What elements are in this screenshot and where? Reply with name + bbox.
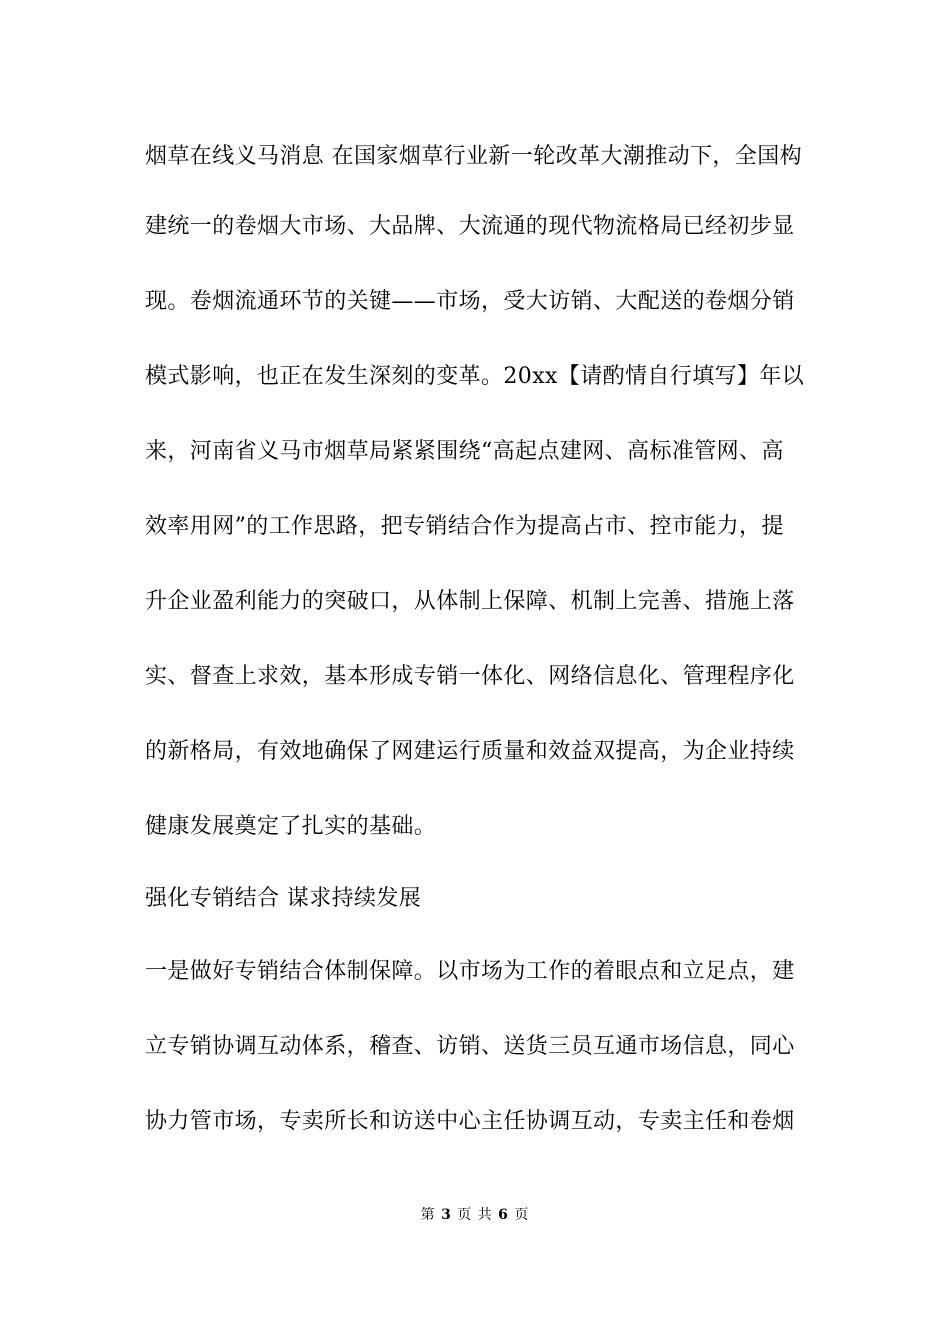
footer-total-pages: 6 — [498, 1207, 509, 1223]
footer-middle: 页 共 — [457, 1207, 493, 1223]
footer-current-page: 3 — [441, 1207, 452, 1223]
body-line-3: 现。卷烟流通环节的关键——市场，受大访销、大配送的卷烟分销 — [145, 289, 795, 314]
body-line-2: 建统一的卷烟大市场、大品牌、大流通的现代物流格局已经初步显 — [145, 214, 795, 239]
body-line-9: 的新格局，有效地确保了网建运行质量和效益双提高，为企业持续 — [145, 739, 795, 764]
body-line-6: 效率用网”的工作思路，把专销结合作为提高占市、控市能力，提 — [145, 514, 784, 539]
body-line-8: 实、督查上求效，基本形成专销一体化、网络信息化、管理程序化 — [145, 664, 795, 689]
section-heading: 强化专销结合 谋求持续发展 — [145, 886, 422, 911]
body-line-4: 模式影响，也正在发生深刻的变革。20xx【请酌情自行填写】年以 — [145, 364, 805, 389]
body-line-7: 升企业盈利能力的突破口，从体制上保障、机制上完善、措施上落 — [145, 589, 795, 614]
footer-suffix: 页 — [514, 1207, 530, 1223]
page-footer — [0, 1205, 950, 1225]
body-line-1: 烟草在线义马消息 在国家烟草行业新一轮改革大潮推动下，全国构 — [145, 144, 802, 169]
body-line-5: 来，河南省义马市烟草局紧紧围绕“高起点建网、高标准管网、高 — [145, 439, 784, 464]
body-line-11: 一是做好专销结合体制保障。以市场为工作的着眼点和立足点，建 — [145, 959, 795, 984]
footer-prefix: 第 — [420, 1207, 436, 1223]
body-line-13: 协力管市场，专卖所长和访送中心主任协调互动，专卖主任和卷烟 — [145, 1109, 795, 1134]
body-line-12: 立专销协调互动体系，稽查、访销、送货三员互通市场信息，同心 — [145, 1034, 795, 1059]
body-line-10: 健康发展奠定了扎实的基础。 — [145, 814, 437, 839]
